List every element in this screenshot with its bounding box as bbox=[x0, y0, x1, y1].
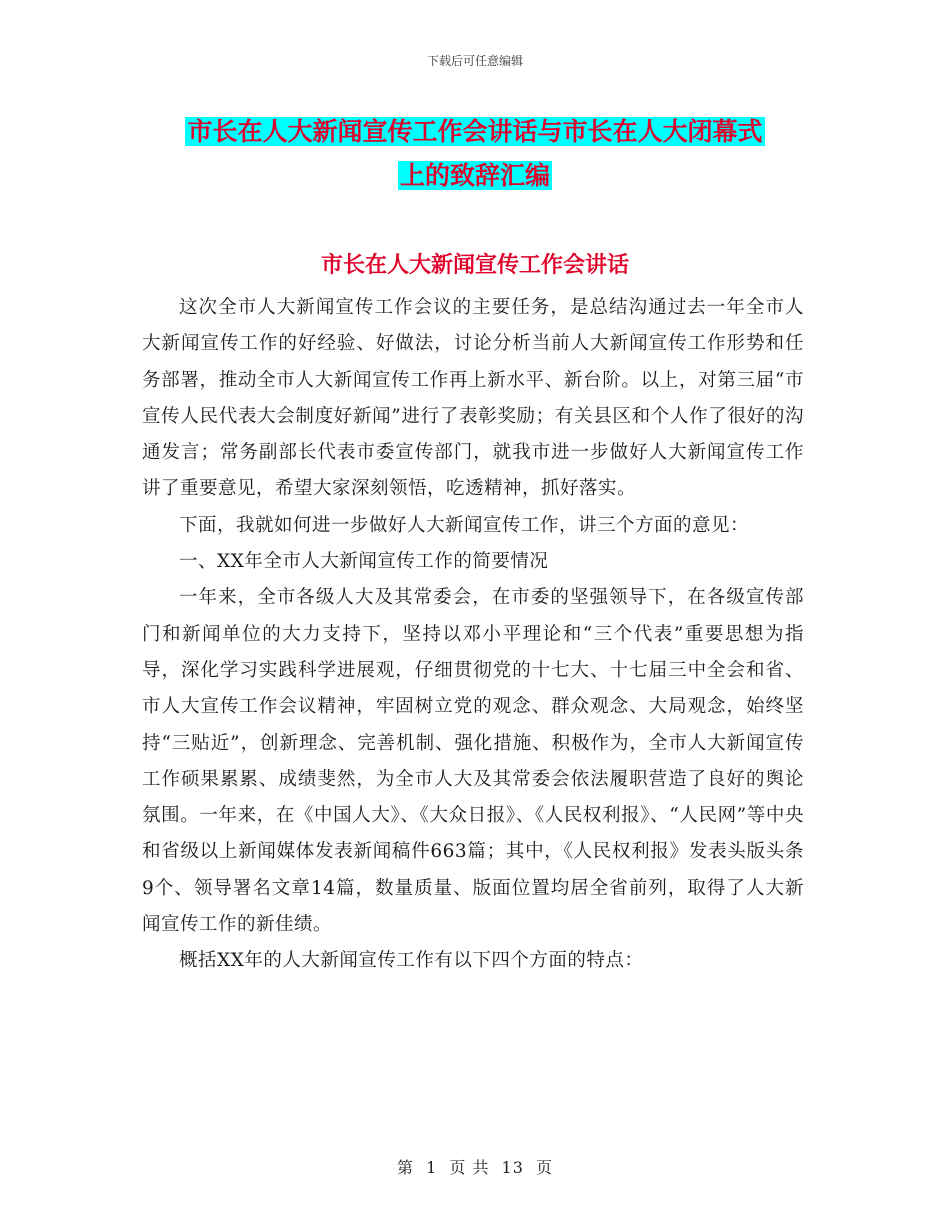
paragraph: 这次全市人大新闻宣传工作会议的主要任务，是总结沟通过去一年全市人大新闻宣传工作的好经验、好做法，讨论分析当前人大新闻宣传工作形势和任务部署，推动全市人大新闻宣传工作再上新水平、新台阶。以上，对第三届“市宣传人民代表大会制度好新闻”进行了表彰奖励；有关县区和个人作了很好的沟通发言；常务副部长代表市委宣传部门，就我市进一步做好人大新闻宣传工作讲了重要意见，希望大家深刻领悟，吃透精神，抓好落实。 bbox=[142, 297, 804, 500]
page-label-pre: 第 bbox=[396, 1158, 414, 1177]
paragraph: 一、XX年全市人大新闻宣传工作的简要情况 bbox=[179, 551, 549, 573]
current-page-number: 1 bbox=[426, 1158, 438, 1177]
total-page-number: 13 bbox=[501, 1158, 524, 1177]
header-note: 下载后可任意编辑 bbox=[426, 54, 523, 68]
page-footer bbox=[0, 1155, 950, 1178]
paragraph: 概括XX年的人大新闻宣传工作有以下四个方面的特点： bbox=[179, 950, 644, 972]
page-label-post: 页 bbox=[536, 1158, 554, 1177]
paragraph: 一年来，全市各级人大及其常委会，在市委的坚强领导下，在各级宣传部门和新闻单位的大力支持下，坚持以邓小平理论和“三个代表”重要思想为指导，深化学习实践科学进展观，仔细贯彻党的十七大、十七届三中全会和省、市人大宣传工作会议精神，牢固树立党的观念、群众观念、大局观念，始终坚持“三贴近”，创新理念、完善机制、强化措施、积极作为，全市人大新闻宣传工作硕果累累、成绩斐然，为全市人大及其常委会依法履职营造了良好的舆论氛围。一年来，在《中国人大》、《大众日报》、《人民权利报》、“人民网”等中央和省级以上新闻媒体发表新闻稿件663篇；其中，《人民权利报》发表头版头条9个、领导署名文章14篇，数量质量、版面位置均居全省前列，取得了人大新闻宣传工作的新佳绩。 bbox=[142, 587, 804, 936]
paragraph: 下面，我就如何进一步做好人大新闻宣传工作，讲三个方面的意见： bbox=[179, 514, 750, 536]
document-body bbox=[142, 290, 804, 980]
document-title-line-1: 市长在人大新闻宣传工作会讲话与市长在人大闭幕式 bbox=[187, 117, 763, 146]
document-title-line-2: 上的致辞汇编 bbox=[399, 161, 550, 190]
document-title bbox=[130, 110, 820, 198]
page-label-mid: 页 共 bbox=[449, 1158, 490, 1177]
section-title: 市长在人大新闻宣传工作会讲话 bbox=[320, 253, 629, 278]
